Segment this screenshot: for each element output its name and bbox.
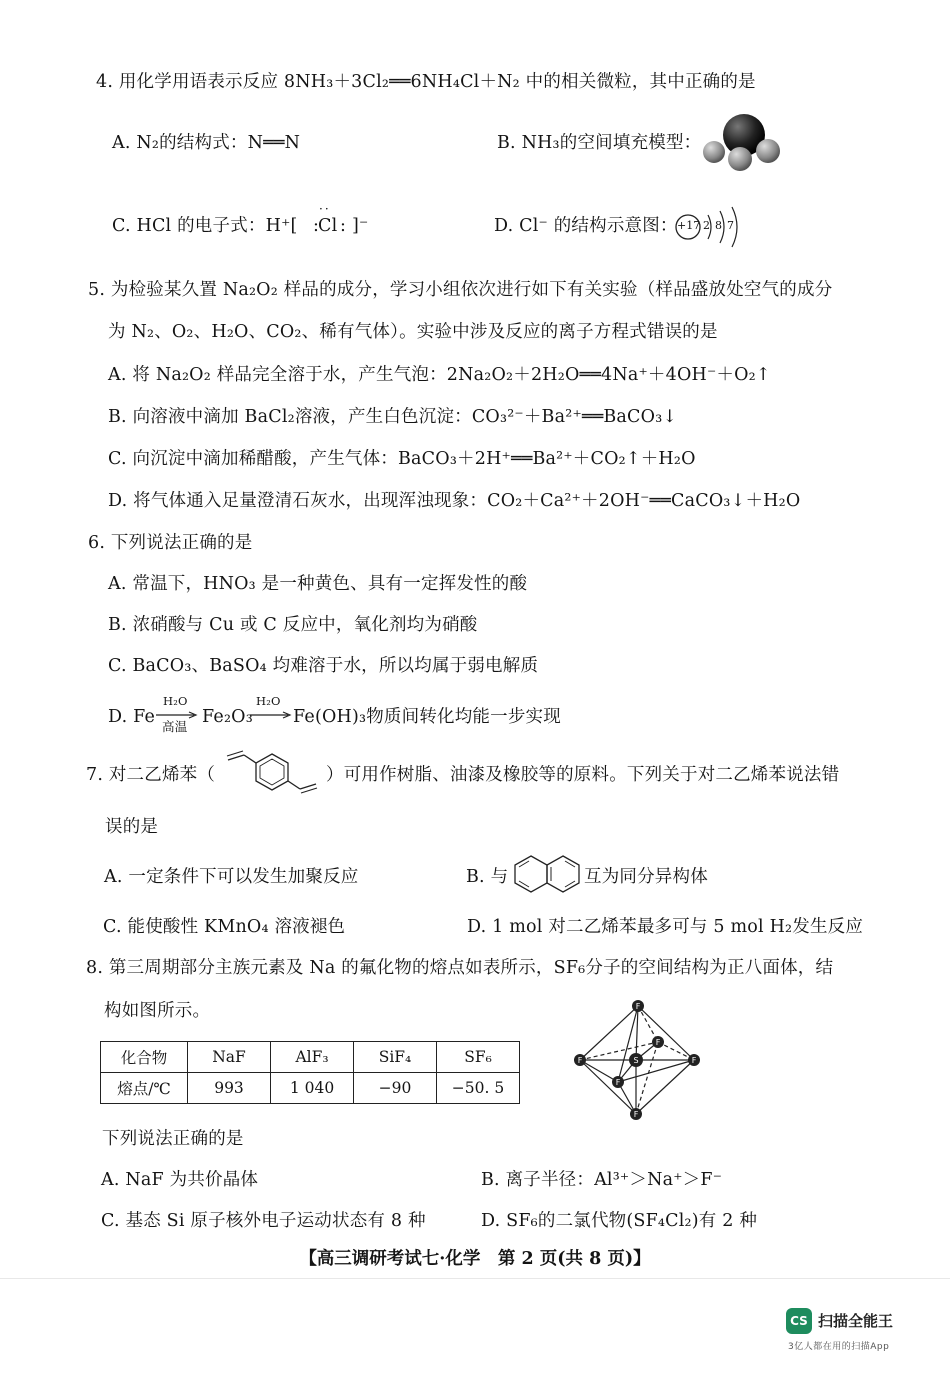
cl-nucleus-charge: +17 — [677, 219, 701, 232]
sf6-f-atom: F — [635, 1002, 641, 1011]
q6-arrow2 — [250, 711, 292, 719]
q7-option-d: D. 1 mol 对二乙烯苯最多可与 5 mol H₂发生反应 — [467, 917, 864, 937]
hcl-cl-symbol: Cl — [318, 216, 338, 236]
q8-stem-line2: 构如图所示。 — [104, 1001, 211, 1021]
sf6-f-atom: F — [655, 1038, 661, 1047]
q6-d-fe: D. Fe — [108, 707, 156, 727]
q8-prompt: 下列说法正确的是 — [102, 1129, 244, 1149]
table-row — [101, 1073, 520, 1104]
q5-option-c: C. 向沉淀中滴加稀醋酸，产生气体：BaCO₃＋2H⁺══Ba²⁺＋CO₂↑＋H₂O — [108, 449, 696, 469]
q4-option-c — [112, 214, 298, 238]
table-cell: SF₆ — [437, 1042, 520, 1073]
q4-option-a — [112, 131, 300, 155]
sf6-s-atom: S — [633, 1056, 639, 1065]
scanner-app-name: 扫描全能王 — [818, 1312, 894, 1330]
q5-option-d: D. 将气体通入足量澄清石灰水，出现浑浊现象：CO₂＋Ca²⁺＋2OH⁻══CaCO₃↓＋H₂O — [108, 491, 801, 511]
q5-option-a: A. 将 Na₂O₂ 样品完全溶于水，产生气泡：2Na₂O₂＋2H₂O══4Na⁺＋4OH⁻＋O₂↑ — [108, 365, 771, 385]
table-cell: 化合物 — [101, 1042, 188, 1073]
q6-d-arrow1-bottom: 高温 — [162, 719, 188, 734]
scanner-watermark — [786, 1308, 916, 1354]
q8-option-d: D. SF₆的二氯代物(SF₄Cl₂)有 2 种 — [481, 1211, 758, 1231]
table-cell: 1 040 — [271, 1073, 354, 1104]
scan-edge-divider — [0, 1278, 950, 1279]
table-cell: −90 — [354, 1073, 437, 1104]
q6-option-c: C. BaCO₃、BaSO₄ 均难溶于水，所以均属于弱电解质 — [108, 656, 539, 676]
q7-option-a: A. 一定条件下可以发生加聚反应 — [104, 867, 359, 887]
q6-option-b: B. 浓硝酸与 Cu 或 C 反应中，氧化剂均为硝酸 — [108, 615, 478, 635]
q4-option-b — [497, 131, 701, 155]
q5-stem-line2: 为 N₂、O₂、H₂O、CO₂、稀有气体）。实验中涉及反应的离子方程式错误的是 — [108, 322, 718, 342]
q4-option-a-text: A. N₂的结构式：N══N — [112, 133, 301, 153]
q6-arrow1 — [156, 711, 198, 719]
table-header-row — [101, 1042, 520, 1073]
q4-stem: 4. 用化学用语表示反应 8NH₃＋3Cl₂══6NH₄Cl＋N₂ 中的相关微粒，其中正确的是 — [96, 72, 756, 92]
q6-d-arrow1-top: H₂O — [163, 694, 188, 708]
q5-option-b: B. 向溶液中滴加 BaCl₂溶液，产生白色沉淀：CO₃²⁻＋Ba²⁺══BaCO₃↓ — [108, 407, 678, 427]
q8-option-b: B. 离子半径：Al³⁺＞Na⁺＞F⁻ — [481, 1170, 723, 1190]
table-cell: −50. 5 — [437, 1073, 520, 1104]
sf6-octahedron-diagram — [570, 996, 704, 1122]
electron-dots-top: ·· — [319, 202, 331, 216]
cl-ion-structure-diagram — [674, 205, 746, 249]
table-cell: 熔点/℃ — [101, 1073, 188, 1104]
q8-stem-line1: 8. 第三周期部分主族元素及 Na 的氟化物的熔点如表所示，SF₆分子的空间结构为正八面体，结 — [86, 958, 834, 978]
q4-option-c-suffix: ]⁻ — [352, 216, 369, 236]
q7-stem-suffix: ）可用作树脂、油漆及橡胶等的原料。下列关于对二乙烯苯说法错 — [326, 765, 840, 785]
q8-option-a: A. NaF 为共价晶体 — [101, 1170, 259, 1190]
q7-option-b-suffix: 互为同分异构体 — [584, 867, 708, 887]
nh3-space-filling-model — [700, 113, 784, 175]
q4-option-b-text: B. NH₃的空间填充模型： — [497, 133, 702, 153]
q6-d-arrow2-top: H₂O — [256, 694, 281, 708]
sf6-f-atom: F — [633, 1110, 639, 1119]
q6-d-fe2o3: Fe₂O₃ — [202, 707, 253, 727]
q5-stem-line1: 5. 为检验某久置 Na₂O₂ 样品的成分，学习小组依次进行如下有关实验（样品盛放处空气的成分 — [88, 280, 833, 300]
melting-point-table — [100, 1041, 520, 1104]
q7-stem-prefix: 7. 对二乙烯苯（ — [86, 765, 216, 785]
q7-option-b-prefix: B. 与 — [466, 867, 509, 887]
q4-option-c-prefix: C. HCl 的电子式：H⁺[ — [112, 216, 298, 236]
cl-shell-3: 7 — [727, 219, 734, 232]
q7-stem-line2: 误的是 — [105, 817, 159, 837]
naphthalene-structure — [511, 853, 583, 895]
electron-dot-right: : — [340, 216, 347, 236]
table-cell: AlF₃ — [271, 1042, 354, 1073]
camscanner-logo-icon: CS — [786, 1308, 812, 1334]
sf6-f-atom: F — [691, 1056, 697, 1065]
sf6-f-atom: F — [615, 1078, 621, 1087]
cl-shell-2: 8 — [715, 219, 722, 232]
q7-option-c: C. 能使酸性 KMnO₄ 溶液褪色 — [103, 917, 346, 937]
table-cell: NaF — [188, 1042, 271, 1073]
divinylbenzene-structure — [218, 746, 326, 798]
q4-option-d — [494, 214, 678, 238]
table-cell: SiF₄ — [354, 1042, 437, 1073]
sf6-f-atom: F — [577, 1056, 583, 1065]
page-footer: 【高三调研考试七·化学 第 2 页(共 8 页)】 — [299, 1249, 651, 1269]
q8-option-c: C. 基态 Si 原子核外电子运动状态有 8 种 — [101, 1211, 426, 1231]
scanner-tagline: 3亿人都在用的扫描App — [788, 1342, 890, 1352]
q6-stem: 6. 下列说法正确的是 — [88, 533, 253, 553]
electron-dot-left: : — [313, 216, 320, 236]
cl-shell-1: 2 — [703, 219, 710, 232]
q6-d-rest: Fe(OH)₃物质间转化均能一步实现 — [293, 707, 561, 727]
q6-option-a: A. 常温下，HNO₃ 是一种黄色、具有一定挥发性的酸 — [108, 574, 528, 594]
q4-option-d-text: D. Cl⁻ 的结构示意图： — [494, 216, 678, 236]
table-cell: 993 — [188, 1073, 271, 1104]
